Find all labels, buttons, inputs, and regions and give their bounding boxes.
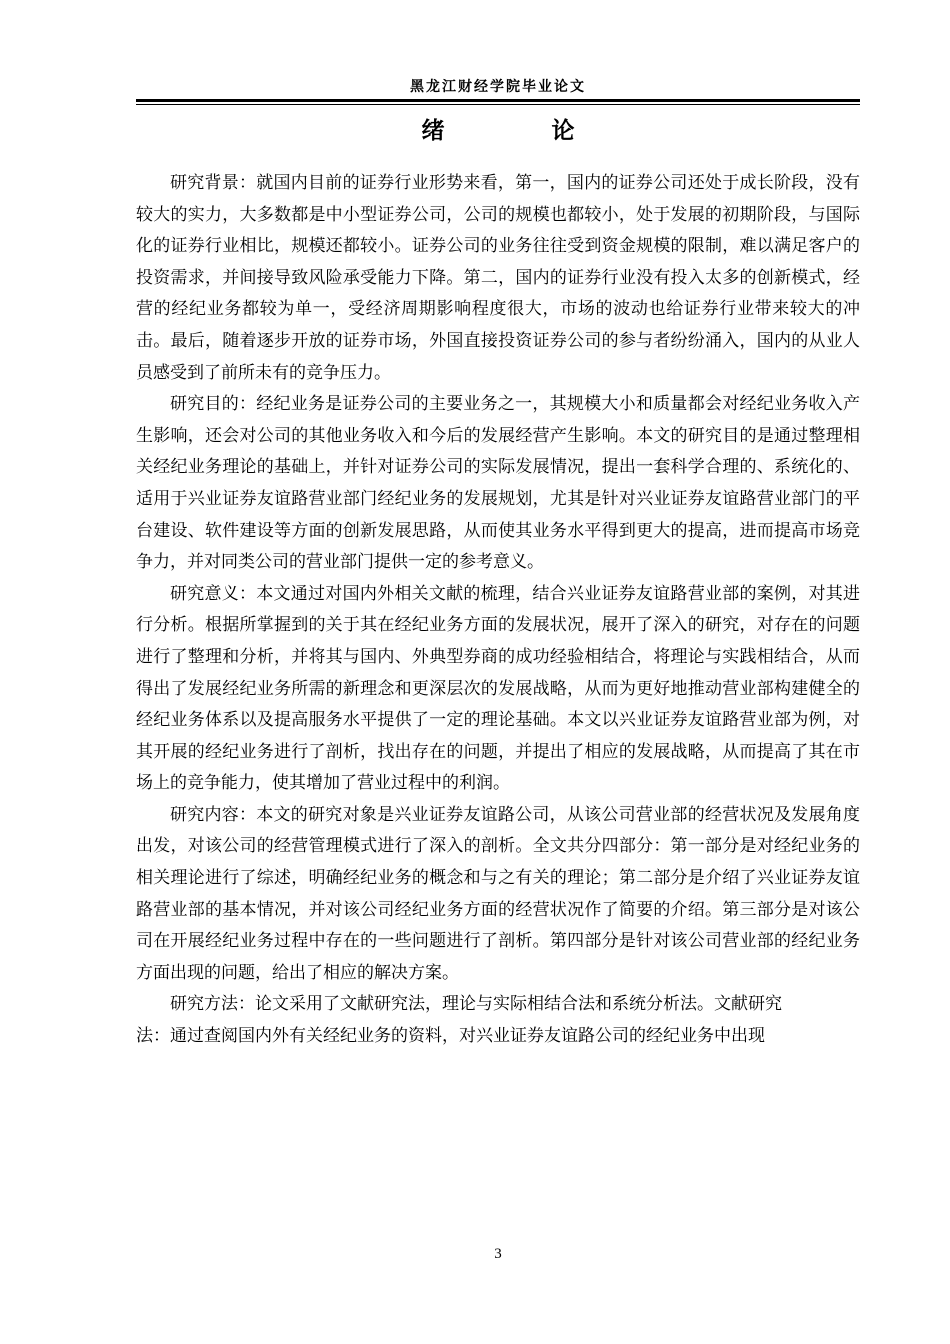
page-number: 3 (494, 1246, 502, 1262)
header-rule-thick (136, 99, 860, 102)
paragraph-methods-continued: 法：通过查阅国内外有关经纪业务的资料，对兴业证券友谊路公司的经纪业务中出现 (136, 1026, 765, 1047)
paragraph-methods: 研究方法：论文采用了文献研究法，理论与实际相结合法和系统分析法。文献研究 (170, 994, 782, 1015)
paragraph-background: 研究背景：就国内目前的证券行业形势来看，第一，国内的证券公司还处于成长阶段，没有较大的实力，大多数都是中小型证券公司，公司的规模也都较小，处于发展的初期阶段，与国际化的证券行业相比，规模还都较小。证券公司的业务往往受到资金规模的限制，难以满足客户的投资需求，并间接导致风险承受能力下降。第二，国内的证券行业没有投入太多的创新模式，经营的经纪业务都较为单一，受经济周期影响程度很大，市场的波动也给证券行业带来较大的冲击。最后，随着逐步开放的证券市场，外国直接投资证券公司的参与者纷纷涌入，国内的从业人员感受到了前所未有的竞争压力。 (136, 173, 860, 383)
header-rule-thin (136, 104, 860, 105)
paragraph-content: 研究内容：本文的研究对象是兴业证券友谊路公司，从该公司营业部的经营状况及发展角度出发，对该公司的经营管理模式进行了深入的剖析。全文共分四部分：第一部分是对经纪业务的相关理论进行了综述，明确经纪业务的概念和与之有关的理论；第二部分是介绍了兴业证券友谊路营业部的基本情况，并对该公司经纪业务方面的经营状况作了简要的介绍。第三部分是对该公司在开展经纪业务过程中存在的一些问题进行了剖析。第四部分是针对该公司营业部的经纪业务方面出现的问题，给出了相应的解决方案。 (136, 804, 860, 983)
body-text (136, 168, 860, 1053)
chapter-title: 绪 论 (421, 118, 617, 144)
paragraph-significance: 研究意义：本文通过对国内外相关文献的梳理，结合兴业证券友谊路营业部的案例，对其进行分析。根据所掌握到的关于其在经纪业务方面的发展状况，展开了深入的研究，对存在的问题进行了整理和分析，并将其与国内、外典型券商的成功经验相结合，将理论与实践相结合，从而得出了发展经纪业务所需的新理念和更深层次的发展战略，从而为更好地推动营业部构建健全的经纪业务体系以及提高服务水平提供了一定的理论基础。本文以兴业证券友谊路营业部为例，对其开展的经纪业务进行了剖析，找出存在的问题，并提出了相应的发展战略，从而提高了其在市场上的竞争能力，使其增加了营业过程中的利润。 (136, 583, 860, 794)
running-header: 黑龙江财经学院毕业论文 (410, 79, 586, 95)
paragraph-purpose: 研究目的：经纪业务是证券公司的主要业务之一，其规模大小和质量都会对经纪业务收入产生影响，还会对公司的其他业务收入和今后的发展经营产生影响。本文的研究目的是通过整理相关经纪业务理论的基础上，并针对证券公司的实际发展情况，提出一套科学合理的、系统化的、适用于兴业证券友谊路营业部门经纪业务的发展规划，尤其是针对兴业证券友谊路营业部门的平台建设、软件建设等方面的创新发展思路，从而使其业务水平得到更大的提高，进而提高市场竞争力，并对同类公司的营业部门提供一定的参考意义。 (136, 394, 860, 573)
